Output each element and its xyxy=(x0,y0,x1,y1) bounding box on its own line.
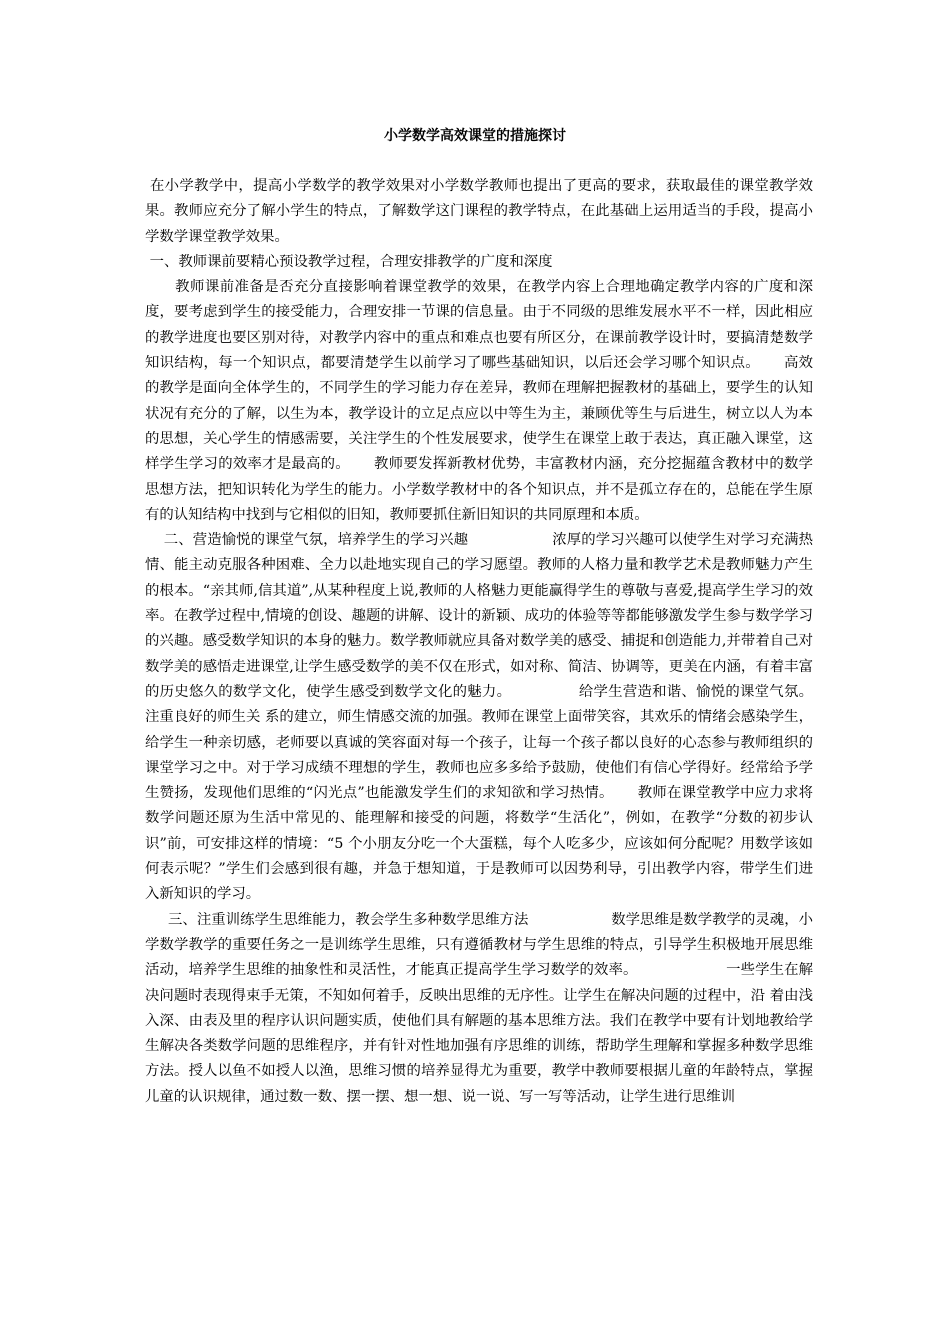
paragraph-intro: 在小学教学中，提高小学数学的教学效果对小学数学教师也提出了更高的要求，获取最佳的课堂教学效果。教师应充分了解小学生的特点，了解数学这门课程的教学特点，在此基础上运用适当的手段，提高小学数学课堂教学效果。 xyxy=(145,178,813,245)
document-body xyxy=(145,174,813,1110)
section-heading-1: 一、教师课前要精心预设教学过程，合理安排教学的广度和深度 xyxy=(145,253,553,270)
paragraph-section-3: 三、注重训练学生思维能力，教会学生多种数学思维方法 数学思维是数学教学的灵魂，小学数学教学的重要任务之一是训练学生思维，只有遵循教材与学生思维的特点，引导学生积极地开展思维活动，培养学生思维的抽象性和灵活性，才能真正提高学生学习数学的效率。 一些学生在解决问题时表现得束手无策，不知如何着手，反映出思维的无序性。让学生在解决问题的过程中，沿 着由浅入深、由表及里的程序认识问题实质，使他们具有解题的基本思维方法。我们在教学中要有计划地教给学生解决各类数学问题的思维程序，并有针对性地加强有序思维的训练，帮助学生理解和掌握多种数学思维方法。授人以鱼不如授人以渔，思维习惯的培养显得尤为重要，教学中教师要根据儿童的年龄特点，掌握儿童的认识规律，通过数一数、摆一摆、想一想、说一说、写一写等活动，让学生进行思维训 xyxy=(145,911,813,1105)
document-title: 小学数学高效课堂的措施探讨 xyxy=(384,128,566,144)
paragraph-section-2: 二、营造愉悦的课堂气氛，培养学生的学习兴趣 浓厚的学习兴趣可以使学生对学习充满热情、能主动克服各种困难、全力以赴地实现自己的学习愿望。教师的人格力量和教学艺术是教师魅力产生的根本。“亲其师,信其道”,从某种程度上说,教师的人格魅力更能赢得学生的尊敬与喜爱,提高学生学习的效率。在教学过程中,情境的创设、趣题的讲解、设计的新颖、成功的体验等等都能够激发学生参与数学学习的兴趣。感受数学知识的本身的魅力。数学教师就应具备对数学美的感受、捕捉和创造能力,并带着自己对数学美的感悟走进课堂,让学生感受数学的美不仅在形式，如对称、简洁、协调等，更美在内涵，有着丰富的历史悠久的数学文化，使学生感受到数学文化的魅力。 给学生营造和谐、愉悦的课堂气氛。注重良好的师生关 系的建立，师生情感交流的加强。教师在课堂上面带笑容，其欢乐的情绪会感染学生，给学生一种亲切感，老师要以真诚的笑容面对每一个孩子，让每一个孩子都以良好的心态参与教师组织的课堂学习之中。对于学习成绩不理想的学生，教师也应多多给予鼓励，使他们有信心学得好。经常给予学生赞扬，发现他们思维的“闪光点”也能激发学生们的求知欲和学习热情。 教师在课堂教学中应力求将数学问题还原为生活中常见的、能理解和接受的问题，将数学“生活化”，例如，在教学“分数的初步认识”前，可安排这样的情境：“5 个小朋友分吃一个大蛋糕，每个人吃多少，应该如何分配呢？用数学该如何表示呢？”学生们会感到很有趣，并急于想知道，于是教师可以因势利导，引出教学内容，带学生们进入新知识的学习。 xyxy=(145,532,813,903)
paragraph-section-1: 教师课前准备是否充分直接影响着课堂教学的效果，在教学内容上合理地确定教学内容的广度和深度，要考虑到学生的接受能力，合理安排一节课的信息量。由于不同级的思维发展水平不一样，因此相应的教学进度也要区别对待，对教学内容中的重点和难点也要有所区分，在课前教学设计时，要搞清楚数学知识结构，每一个知识点，都要清楚学生以前学习了哪些基础知识，以后还会学习哪个知识点。 高效的教学是面向全体学生的，不同学生的学习能力存在差异，教师在理解把握教材的基础上，要学生的认知状况有充分的了解，以生为本，教学设计的立足点应以中等生为主，兼顾优等生与后进生，树立以人为本的思想，关心学生的情感需要，关注学生的个性发展要求，使学生在课堂上敢于表达，真正融入课堂，这样学生学习的效率才是最高的。 教师要发挥新教材优势，丰富教材内涵，充分挖掘蕴含教材中的数学思想方法，把知识转化为学生的能力。小学数学教材中的各个知识点，并不是孤立存在的，总能在学生原有的认知结构中找到与它相似的旧知，教师要抓住新旧知识的共同原理和本质。 xyxy=(145,279,813,523)
